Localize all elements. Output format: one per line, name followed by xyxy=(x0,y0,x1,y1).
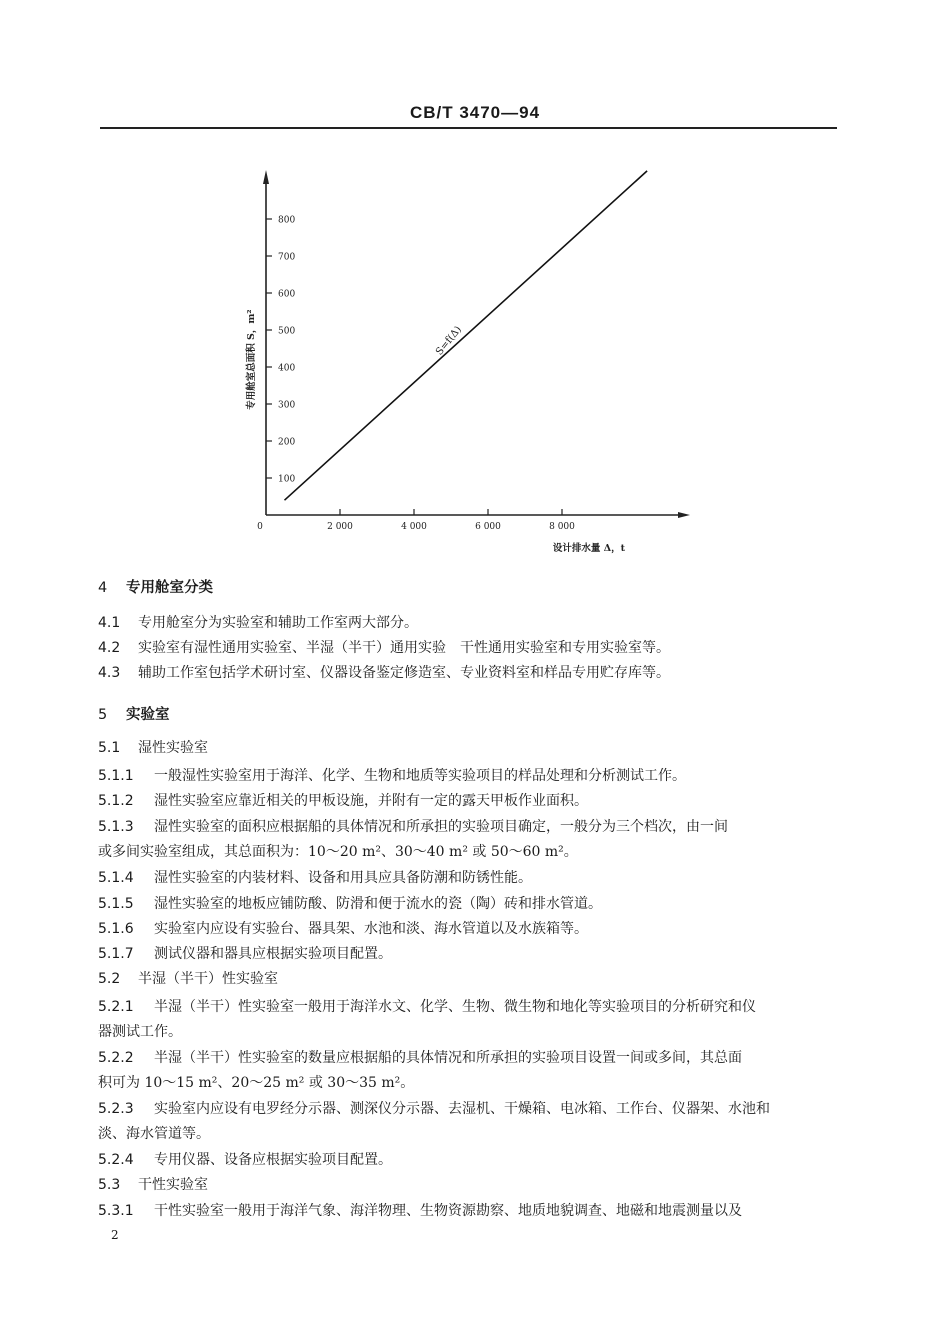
paragraph-5-1-4: 5.1.4 湿性实验室的内装材料、设备和用具应具备防潮和防锈性能。 xyxy=(98,870,532,886)
subsection-5-2: 5.2 半湿（半干）性实验室 xyxy=(98,971,278,987)
area-displacement-chart xyxy=(240,160,700,560)
y-tick-label: 700 xyxy=(278,252,296,263)
paragraph-5-2-1: 5.2.1 半湿（半干）性实验室一般用于海洋水文、化学、生物、微生物和地化等实验项目的分析研究和仪 器测试工作。 xyxy=(98,999,756,1040)
y-axis-arrow xyxy=(263,170,269,184)
y-axis-label: 专用舱室总面积 S，m² xyxy=(246,309,257,410)
header-rule xyxy=(100,127,837,129)
section-4-heading: 4 专用舱室分类 xyxy=(98,580,213,596)
y-tick-label: 500 xyxy=(278,326,296,337)
paragraph-5-3-1: 5.3.1 干性实验室一般用于海洋气象、海洋物理、生物资源勘察、地质地貌调查、地磁和地震测量以及 xyxy=(98,1203,742,1219)
x-axis-arrow xyxy=(678,512,690,518)
page-number: 2 xyxy=(111,1228,119,1242)
x-tick-label: 8 000 xyxy=(549,522,575,532)
paragraph-5-2-3: 5.2.3 实验室内应设有电罗经分示器、测深仪分示器、去湿机、干燥箱、电冰箱、工作台、仪器架、水池和 淡、海水管道等。 xyxy=(98,1101,770,1142)
series-annotation: S=f(Δ) xyxy=(434,324,465,358)
subsection-5-3: 5.3 干性实验室 xyxy=(98,1177,208,1193)
section-4-title: 专用舱室分类 xyxy=(126,580,213,596)
subsection-5-1: 5.1 湿性实验室 xyxy=(98,740,208,756)
paragraph-5-1-1: 5.1.1 一般湿性实验室用于海洋、化学、生物和地质等实验项目的样品处理和分析测试工作。 xyxy=(98,768,686,784)
paragraph-5-1-6: 5.1.6 实验室内应设有实验台、器具架、水池和淡、海水管道以及水族箱等。 xyxy=(98,921,588,937)
paragraph-4-3: 4.3 辅助工作室包括学术研讨室、仪器设备鉴定修造室、专业资料室和样品专用贮存库等。 xyxy=(98,665,670,681)
paragraph-4-2: 4.2 实验室有湿性通用实验室、半湿（半干）通用实验 干性通用实验室和专用实验室等。 xyxy=(98,640,670,656)
section-5-title: 实验室 xyxy=(126,707,170,723)
y-tick-label: 800 xyxy=(278,215,296,226)
paragraph-5-1-7: 5.1.7 测试仪器和器具应根据实验项目配置。 xyxy=(98,946,392,962)
y-tick-label: 400 xyxy=(278,363,296,374)
x-axis-label: 设计排水量 Δ，t xyxy=(552,543,625,554)
y-tick-label: 300 xyxy=(278,400,296,411)
y-tick-label: 100 xyxy=(278,474,296,485)
x-tick-label: 6 000 xyxy=(475,522,501,532)
y-tick-label: 200 xyxy=(278,437,296,448)
x-tick-label: 4 000 xyxy=(401,522,427,532)
y-tick-label: 600 xyxy=(278,289,296,300)
x-tick-label: 0 xyxy=(257,522,263,532)
paragraph-5-1-2: 5.1.2 湿性实验室应靠近相关的甲板设施，并附有一定的露天甲板作业面积。 xyxy=(98,793,588,809)
document-header: CB/T 3470—94 xyxy=(409,103,541,122)
paragraph-5-2-2: 5.2.2 半湿（半干）性实验室的数量应根据船的具体情况和所承担的实验项目设置一间或多间，其总面 积可为 10～15 m²、20～25 m² 或 30～35 m²。 xyxy=(98,1050,742,1091)
paragraph-5-1-3: 5.1.3 湿性实验室的面积应根据船的具体情况和所承担的实验项目确定，一般分为三个档次，由一间 或多间实验室组成，其总面积为：10～20 m²、30～40 m² 或 50～60 m²。 xyxy=(98,819,728,860)
paragraph-5-1-5: 5.1.5 湿性实验室的地板应铺防酸、防滑和便于流水的瓷（陶）砖和排水管道。 xyxy=(98,896,602,912)
series-line xyxy=(285,171,648,500)
paragraph-5-2-4: 5.2.4 专用仪器、设备应根据实验项目配置。 xyxy=(98,1152,392,1168)
section-5-heading: 5 实验室 xyxy=(98,707,170,723)
x-tick-label: 2 000 xyxy=(327,522,353,532)
paragraph-4-1: 4.1 专用舱室分为实验室和辅助工作室两大部分。 xyxy=(98,615,418,631)
